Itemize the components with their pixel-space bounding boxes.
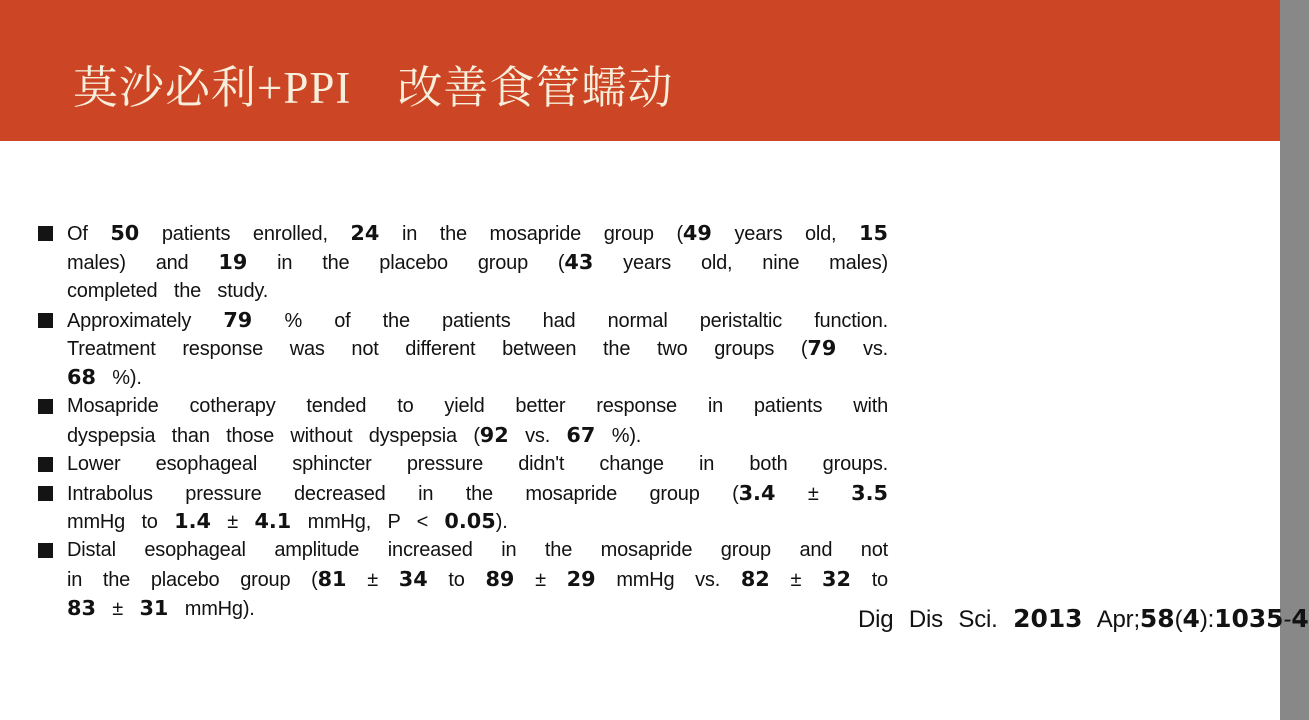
bullet-line: dyspepsia than those without dyspepsia (92 vs. 67 %).: [67, 422, 642, 447]
title-bar: [0, 0, 1280, 141]
bullet-square-icon: [38, 399, 53, 414]
bullet-item: [67, 219, 888, 306]
bullet-square-icon: [38, 486, 53, 501]
bullet-item: [67, 306, 888, 393]
bullet-line: Mosapride cotherapy tended to yield better response in patients with: [67, 395, 888, 418]
bullet-item: [67, 450, 888, 479]
bullet-line: Approximately 79 % of the patients had normal peristaltic function.: [67, 307, 888, 332]
bullet-square-icon: [38, 543, 53, 558]
bullet-line: completed the study.: [67, 279, 269, 302]
bullet-square-icon: [38, 457, 53, 472]
bullet-square-icon: [38, 226, 53, 241]
slide-title: 莫沙必利+PPI 改善食管蠕动: [73, 63, 674, 113]
bullet-line: 83 ± 31 mmHg).: [67, 595, 255, 620]
bullet-line: 68 %).: [67, 365, 142, 390]
bullet-item: [67, 536, 888, 623]
bullet-line: Distal esophageal amplitude increased in the mosapride group and not: [67, 539, 888, 562]
bullet-square-icon: [38, 313, 53, 328]
bullet-line: Intrabolus pressure decreased in the mosapride group (3.4 ± 3.5: [67, 480, 889, 505]
bullet-line: males) and 19 in the placebo group (43 years old, nine males): [67, 249, 888, 274]
bullet-line: Treatment response was not different between the two groups (79 vs.: [67, 336, 888, 361]
bullet-list: [67, 219, 888, 623]
bullet-line: Of 50 patients enrolled, 24 in the mosapride group (49 years old, 15: [67, 221, 888, 245]
bullet-item: [67, 392, 888, 450]
bullet-line: Lower esophageal sphincter pressure didn't change in both groups.: [67, 452, 888, 475]
bullet-line: in the placebo group (81 ± 34 to 89 ± 29 mmHg vs. 82 ± 32 to: [67, 567, 888, 592]
bullet-line: mmHg to 1.4 ± 4.1 mmHg, P < 0.05).: [67, 509, 508, 534]
journal-citation: Dig Dis Sci. 2013 Apr;58(4):1035-4: [858, 604, 1309, 633]
bullet-item: [67, 479, 888, 537]
